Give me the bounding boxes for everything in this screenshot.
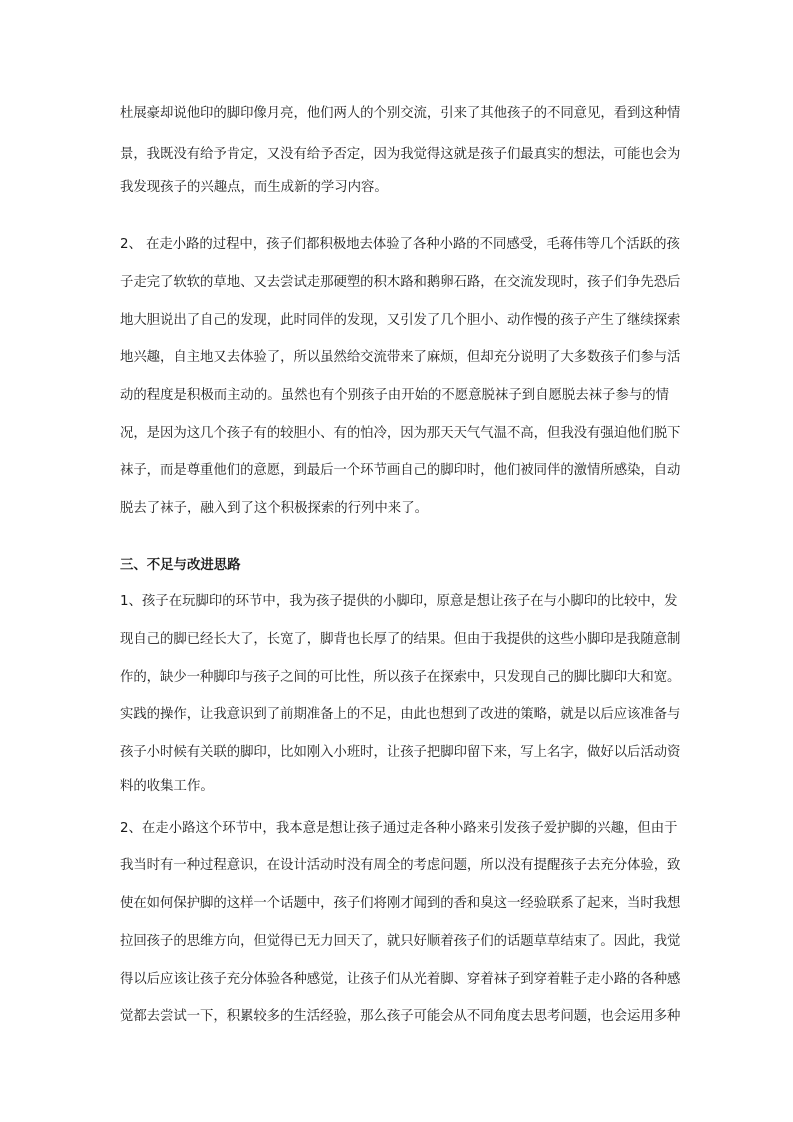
paragraph-d-line-1: 2、在走小路这个环节中，我本意是想让孩子通过走各种小路来引发孩子爱护脚的兴趣，但由于 <box>120 821 678 836</box>
paragraph-c-line-5: 孩子小时候有关联的脚印，比如刚入小班时，让孩子把脚印留下来，写上名字，做好以后活动资 <box>120 745 681 760</box>
paragraph-a-line-1: 杜展豪却说他印的脚印像月亮，他们两人的个别交流，引来了其他孩子的不同意见，看到这种情 <box>120 106 681 121</box>
paragraph-d-line-4: 拉回孩子的思维方向，但觉得已无力回天了，就只好顺着孩子们的话题草草结束了。因此，我觉 <box>120 934 681 949</box>
paragraph-b-line-5: 动的程度是积极而主动的。虽然也有个别孩子由开始的不愿意脱袜子到自愿脱去袜子参与的情 <box>120 388 670 403</box>
paragraph-b-line-1: 2、 在走小路的过程中，孩子们都积极地去体验了各种小路的不同感受，毛蒋伟等几个活跃的孩 <box>120 237 680 252</box>
paragraph-c-line-2: 现自己的脚已经长大了，长宽了，脚背也长厚了的结果。但由于我提供的这些小脚印是我随意制 <box>120 632 681 647</box>
paragraph-c-line-1: 1、孩子在玩脚印的环节中，我为孩子提供的小脚印，原意是想让孩子在与小脚印的比较中，发 <box>120 594 678 609</box>
paragraph-c-line-6: 料的收集工作。 <box>120 779 214 794</box>
paragraph-b-line-3: 地大胆说出了自己的发现，此时同伴的发现，又引发了几个胆小、动作慢的孩子产生了继续探索 <box>120 313 681 328</box>
paragraph-b-line-7: 袜子，而是尊重他们的意愿，到最后一个环节画自己的脚印时，他们被同伴的激情所感染，自动 <box>120 463 681 478</box>
paragraph-b-line-6: 况，是因为这几个孩子有的较胆小、有的怕冷，因为那天天气气温不高，但我没有强迫他们脱下 <box>120 426 681 441</box>
paragraph-d-line-2: 我当时有一种过程意识，在设计活动时没有周全的考虑问题，所以没有提醒孩子去充分体验，致 <box>120 858 681 873</box>
paragraph-d-line-3: 使在如何保护脚的这样一个话题中，孩子们将刚才闻到的香和臭这一经验联系了起来，当时我想 <box>120 896 681 911</box>
paragraph-b-line-2: 子走完了软软的草地、又去尝试走那硬塑的积木路和鹅卵石路，在交流发现时，孩子们争先恐后 <box>120 275 681 290</box>
paragraph-b-line-4: 地兴趣，自主地又去体验了，所以虽然给交流带来了麻烦，但却充分说明了大多数孩子们参与活 <box>120 350 681 365</box>
paragraph-c-line-3: 作的，缺少一种脚印与孩子之间的可比性，所以孩子在探索中，只发现自己的脚比脚印大和宽。 <box>120 670 681 685</box>
paragraph-a-line-3: 我发现孩子的兴趣点，而生成新的学习内容。 <box>120 180 388 195</box>
section-heading: 三、不足与改进思路 <box>120 558 241 573</box>
paragraph-c-line-4: 实践的操作，让我意识到了前期准备上的不足，由此也想到了改进的策略，就是以后应该准备与 <box>120 707 681 722</box>
paragraph-d-line-5: 得以后应该让孩子充分体验各种感觉，让孩子们从光着脚、穿着袜子到穿着鞋子走小路的各种感 <box>120 972 681 987</box>
paragraph-a-line-2: 景，我既没有给予肯定，又没有给予否定，因为我觉得这就是孩子们最真实的想法，可能也会为 <box>120 147 681 162</box>
paragraph-d-line-6: 觉都去尝试一下，积累较多的生活经验，那么孩子可能会从不同角度去思考问题，也会运用多种 <box>120 1009 681 1024</box>
paragraph-b-line-8: 脱去了袜子，融入到了这个积极探索的行列中来了。 <box>120 501 428 516</box>
